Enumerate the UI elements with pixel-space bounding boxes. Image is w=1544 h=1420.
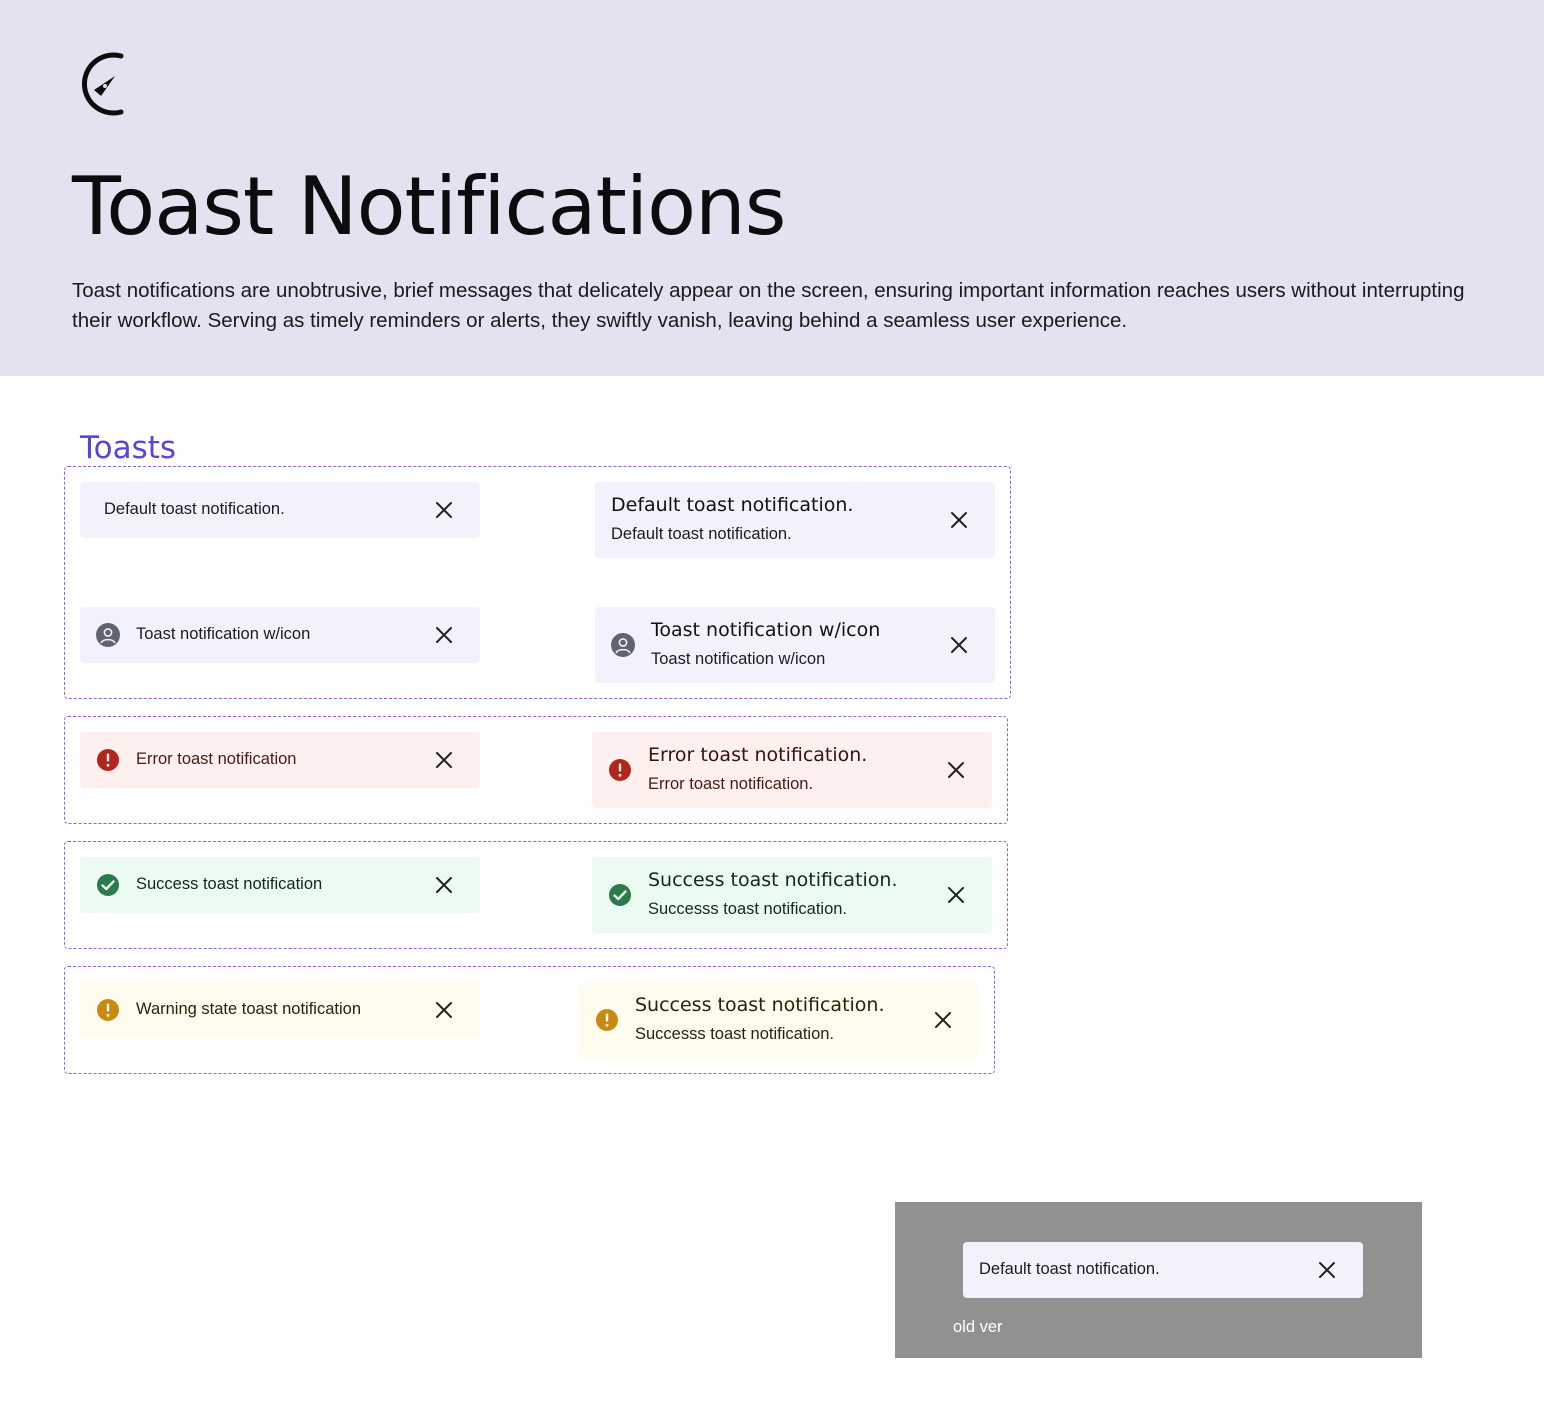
toast-text: Error toast notification. xyxy=(648,775,814,793)
toast-success-simple xyxy=(80,857,480,913)
warning-icon xyxy=(595,1008,619,1032)
toast-error-simple xyxy=(80,732,480,788)
toast-warning-simple xyxy=(80,982,480,1038)
toast-text: Error toast notification xyxy=(136,750,297,768)
toast-default-detailed xyxy=(595,482,995,558)
toast-title: Success toast notification. xyxy=(648,869,898,891)
section-title: Toasts xyxy=(80,430,177,466)
toast-warning-detailed xyxy=(579,982,979,1058)
toast-old-version xyxy=(963,1242,1363,1298)
toast-error-detailed xyxy=(592,732,992,808)
user-avatar-icon xyxy=(96,623,120,647)
close-icon[interactable] xyxy=(434,1000,454,1020)
close-icon[interactable] xyxy=(1317,1260,1337,1280)
error-icon xyxy=(608,758,632,782)
toast-text: Default toast notification. xyxy=(611,525,792,543)
toast-title: Error toast notification. xyxy=(648,744,868,766)
toast-icon-simple xyxy=(80,607,480,663)
page-title: Toast Notifications xyxy=(72,160,786,253)
toast-title: Default toast notification. xyxy=(611,494,854,516)
warning-icon xyxy=(96,998,120,1022)
close-icon[interactable] xyxy=(946,885,966,905)
toast-text: Warning state toast notification xyxy=(136,1000,362,1018)
check-circle-icon xyxy=(608,883,632,907)
toast-text: Default toast notification. xyxy=(979,1260,1160,1278)
page-header xyxy=(0,0,1544,376)
close-icon[interactable] xyxy=(434,500,454,520)
close-icon[interactable] xyxy=(434,625,454,645)
old-version-label: old ver xyxy=(953,1318,1003,1336)
close-icon[interactable] xyxy=(946,760,966,780)
error-icon xyxy=(96,748,120,772)
close-icon[interactable] xyxy=(933,1010,953,1030)
toast-text: Successs toast notification. xyxy=(635,1025,835,1043)
close-icon[interactable] xyxy=(949,635,969,655)
toast-text: Toast notification w/icon xyxy=(136,625,311,643)
close-icon[interactable] xyxy=(434,750,454,770)
close-icon[interactable] xyxy=(949,510,969,530)
close-icon[interactable] xyxy=(434,875,454,895)
page-description: Toast notifications are unobtrusive, brief messages that delicately appear on the screen, ensuring important information reaches users without interrupting their workflow. Serving as timely reminders or alerts, they swiftly vanish, leaving behind a seamless user experience. xyxy=(72,279,1465,332)
toast-title: Success toast notification. xyxy=(635,994,885,1016)
check-circle-icon xyxy=(96,873,120,897)
toast-text: Success toast notification xyxy=(136,875,323,893)
user-avatar-icon xyxy=(611,633,635,657)
old-version-panel xyxy=(895,1202,1422,1358)
toast-title: Toast notification w/icon xyxy=(651,619,881,641)
toast-icon-detailed xyxy=(595,607,995,683)
compass-logo-icon xyxy=(70,50,126,118)
toast-text: Successs toast notification. xyxy=(648,900,848,918)
toast-success-detailed xyxy=(592,857,992,933)
toast-text: Default toast notification. xyxy=(104,500,285,518)
toast-text: Toast notification w/icon xyxy=(651,650,826,668)
toast-default-simple xyxy=(80,482,480,538)
